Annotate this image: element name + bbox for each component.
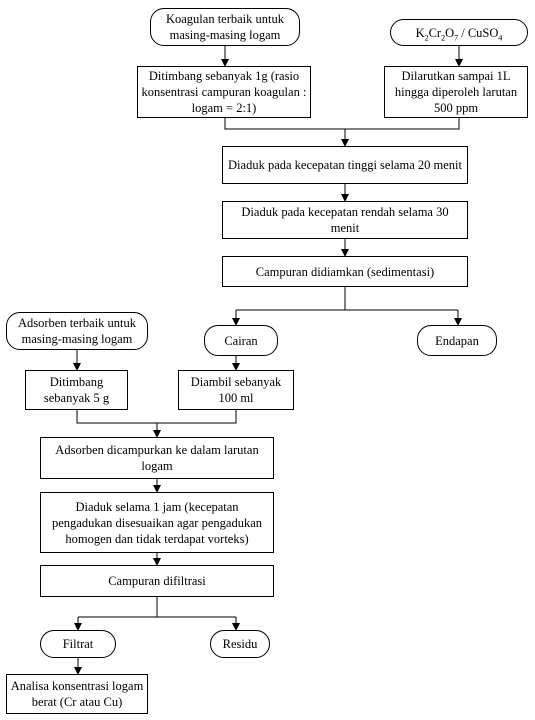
cairan-label: Cairan xyxy=(224,333,258,348)
ditimbang-1g-label: Ditimbang sebanyak 1g (rasio konsentrasi campuran koagulan : logam = 2:1) xyxy=(141,69,307,115)
koagulan-node xyxy=(150,8,300,46)
analisa-label: Analisa konsentrasi logam berat (Cr atau Cu) xyxy=(10,679,144,709)
filtrat-label: Filtrat xyxy=(62,637,94,651)
aduk-1jam-node xyxy=(40,492,274,553)
cairan-node xyxy=(204,325,278,356)
merge-line-top xyxy=(225,118,459,129)
dilarutkan-label: Dilarutkan sampai 1L hingga diperoleh larutan 500 ppm xyxy=(394,69,518,115)
adsorben-node xyxy=(6,312,148,350)
adsorben-label: Adsorben terbaik untuk masing-masing logam xyxy=(17,316,137,346)
difiltrasi-label: Campuran difiltrasi xyxy=(108,574,206,588)
split-line-difiltrasi xyxy=(78,597,236,617)
residu-label: Residu xyxy=(222,637,258,651)
dilarutkan-node xyxy=(384,66,528,118)
koagulan-label: Koagulan terbaik untuk masing-masing logam xyxy=(165,12,285,42)
endapan-node xyxy=(417,325,497,356)
dicampurkan-node xyxy=(40,437,274,479)
merge-line-middle xyxy=(77,410,236,423)
aduk-1jam-label: Diaduk selama 1 jam (kecepatan pengadukan disesuaikan agar pengadukan homogen dan tidak terdapat vorteks) xyxy=(52,499,262,546)
diambil-node xyxy=(178,370,294,410)
sedimentasi-node xyxy=(222,256,468,287)
filtrat-node xyxy=(40,630,116,658)
difiltrasi-node xyxy=(40,565,274,597)
analisa-node xyxy=(6,674,148,714)
ditimbang-5g-node xyxy=(25,370,128,410)
residu-node xyxy=(210,630,270,658)
ditimbang-1g-node xyxy=(137,66,311,118)
diambil-label: Diambil sebanyak 100 ml xyxy=(190,375,282,405)
aduk-rendah-node xyxy=(222,201,468,239)
sedimentasi-label: Campuran didiamkan (sedimentasi) xyxy=(255,264,435,279)
aduk-tinggi-label: Diaduk pada kecepatan tinggi selama 20 menit xyxy=(228,158,462,172)
reagen-node xyxy=(390,19,528,46)
aduk-tinggi-node xyxy=(222,146,468,184)
reagen-label: $K_2Cr_2O_7$ / CuSO$_4$ xyxy=(415,25,503,42)
endapan-label: Endapan xyxy=(435,333,479,348)
split-line-sedimentasi xyxy=(236,287,458,310)
aduk-rendah-label: Diaduk pada kecepatan rendah selama 30 menit xyxy=(241,205,449,235)
ditimbang-5g-label: Ditimbang sebanyak 5 g xyxy=(43,375,110,405)
dicampurkan-label: Adsorben dicampurkan ke dalam larutan logam xyxy=(55,443,259,473)
